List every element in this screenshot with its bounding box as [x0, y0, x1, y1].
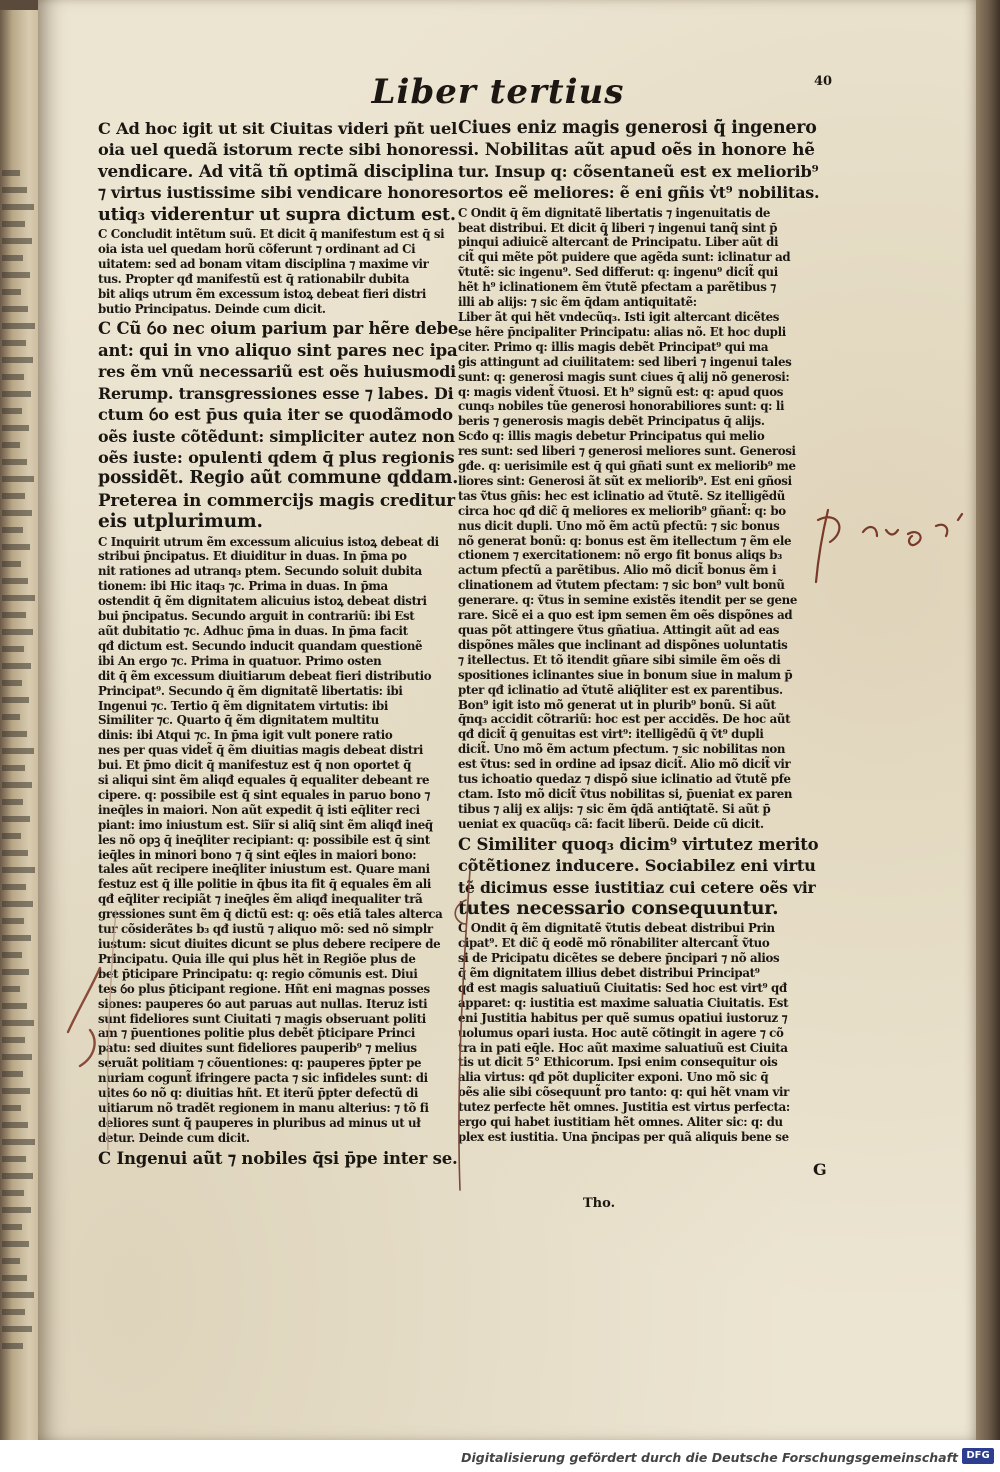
text-line: liores sint: Generosi ãt sũt ex meliorib⁹. Est eni gñosi [458, 473, 792, 488]
left_column-paragraph [98, 227, 458, 316]
right_column-paragraph [458, 118, 820, 204]
text-line: ⁊ itellectus. Et tõ itendit gñare sibi simile ẽm oẽs di [458, 652, 781, 667]
bracket-stroke [68, 968, 100, 1066]
previous-page-text-fragment [2, 1105, 21, 1111]
text-line: qđ dictum est. Secundo inducit quandam questionẽ [98, 638, 423, 653]
previous-page-text-fragment [2, 969, 29, 975]
previous-page-text-fragment [2, 323, 35, 329]
text-line: ergo qui habet iustitiam hẽt omnes. Aliter sic: q: du [458, 1115, 783, 1130]
previous-page-text-fragment [2, 425, 29, 431]
previous-page-text-fragment [2, 986, 20, 992]
text-line: res sunt: sed liberi ⁊ generosi meliores sunt. Generosi [458, 444, 796, 459]
left_column-paragraph [98, 535, 458, 1146]
previous-page-edge [0, 10, 42, 1440]
left_column-paragraph [98, 318, 458, 532]
line-stroke [107, 910, 116, 1150]
previous-page-text-fragment [2, 255, 23, 261]
previous-page-text-fragment [2, 357, 33, 363]
text-line: tutez perfecte hẽt omnes. Justitia est virtus perfecta: [458, 1100, 790, 1115]
text-line: gis attingunt ad ciuilitatem: sed liberi ⁊ ingenui tales [458, 354, 792, 369]
previous-page-text-fragment [2, 1292, 34, 1298]
text-line: seruãt politiam ⁊ cõuentiones: q: pauperes p̄pter pe [98, 1056, 422, 1071]
footer-bar [0, 1440, 1000, 1472]
text-line: generare. q: ṽtus in semine existẽs itendit per se gene [458, 593, 798, 608]
text-line: bet p̄ticipare Principatu: q: regio cõmunis est. Diui [98, 966, 418, 981]
left-text-column [98, 118, 458, 1171]
text-line: qđ dicit̃ q̄ genuitas est virt⁹: itelligẽdũ q̄ ṽt⁹ dupli [458, 727, 764, 742]
text-line: siones: pauperes ỽo aut paruas aut nullas. Iteruz isti [98, 996, 428, 1011]
text-line: beat distribui. Et dicit q̄ liberi ⁊ ingenui tanq̃ sint p̄ [458, 220, 778, 235]
previous-page-text-fragment [2, 391, 31, 397]
text-line: clinationem ad ṽtutem pfectam: ⁊ sic bon⁹ vult bonũ [458, 578, 785, 593]
text-line: Bon⁹ igit isto mõ generat ut in plurib⁹ bonũ. Si aũt [458, 697, 776, 712]
text-line: Scđo q: illis magis debetur Principatus qui melio [458, 429, 765, 444]
text-line: illi ab alijs: ⁊ sic ẽm q̄dam antiquitatẽ: [458, 295, 697, 310]
previous-page-text-fragment [2, 816, 30, 822]
previous-page-text-fragment [2, 1326, 32, 1332]
text-line: C Concludit intẽtum suũ. Et dicit q̄ manifestum est q̄ si [98, 227, 445, 242]
text-line: ieq̄les in minori bono ⁊ q̄ sint eq̄les in maiori bono: [98, 847, 417, 862]
text-line: gđe. q: uerisimile est q̄ qui gñati sunt ex meliorib⁹ me [458, 459, 796, 474]
previous-page-text-fragment [2, 663, 31, 669]
signature-mark: G [813, 1160, 827, 1179]
text-line: nes per quas videt̃ q̄ ẽm diuitias magis debeat distri [98, 743, 423, 758]
text-line: les nõ opꝫ q̄ ineq̄liter recipiant: q: possibile est q̄ sint [98, 832, 430, 847]
left_column-paragraph [98, 118, 458, 225]
text-line: hẽt h⁹ iclinationem ẽm ṽtutẽ pfectam a parẽtibus ⁊ [458, 280, 776, 295]
handwritten-marginal-note [808, 470, 988, 590]
previous-page-text-fragment [2, 918, 24, 924]
previous-page-text-fragment [2, 1088, 30, 1094]
text-line: tibus ⁊ alij ex alijs: ⁊ sic ẽm q̄dã antiq̄tatẽ. Si aũt p̄ [458, 801, 771, 816]
text-line: sunt fideliores sunt Ciuitati ⁊ magis obseruant politi [98, 1011, 426, 1026]
text-line: Ingenui ⁊c. Tertio q̄ ẽm dignitatem virtutis: ibi [98, 698, 389, 713]
text-line: alia virtus: qđ põt dupliciter exponi. Uno mõ sic q̄ [458, 1070, 769, 1085]
text-line: C Ingenui aũt ⁊ nobiles q̄si p̄pe inter se. [98, 1148, 458, 1168]
previous-page-text-fragment [2, 867, 35, 873]
previous-page-text-fragment [2, 289, 21, 295]
previous-page-text-fragment [2, 884, 26, 890]
previous-page-text-fragment [2, 221, 25, 227]
text-line: cipat⁹. Et dic̃ q̄ eodẽ mõ rõnabiliter altercant̃ ṽtuo [458, 936, 770, 951]
text-line: nõ generat bonũ: q: bonus est ẽm itellectum ⁊ ẽm ele [458, 533, 792, 548]
previous-page-text-fragment [2, 204, 34, 210]
text-line: dispõnes mãles que inclinant ad dispõnes uoluntatis [458, 637, 788, 652]
text-line: butio Principatus. Deinde cum dicit. [98, 301, 326, 316]
text-line: stribui p̄ncipatus. Et diuiditur in duas. In p̄ma po [98, 549, 407, 564]
previous-page-text-fragment [2, 629, 33, 635]
previous-page-text-fragment [2, 306, 28, 312]
right_column-paragraph [458, 206, 820, 832]
previous-page-text-fragment [2, 680, 22, 686]
text-line: q: magis vident̃ ṽtuosi. Et h⁹ signũ est: q: apud quos [458, 384, 784, 399]
previous-page-text-fragment [2, 1071, 23, 1077]
text-line: si de Pricipatu dicẽtes se debere p̄ncipari ⁊ nõ alios [458, 951, 780, 966]
right_column-paragraph [458, 921, 820, 1145]
text-line: tur. Insup q: cõsentaneũ est ex meliorib⁹ [458, 161, 819, 181]
text-line: oia ista uel quedam horũ cõferunt ⁊ ordinant ad Ci [98, 241, 416, 256]
text-line: ctionem ⁊ exercitationem: nõ ergo fit bonus aliqs b₃ [458, 548, 782, 563]
previous-page-text-fragment [2, 170, 20, 176]
text-line: actum pfectũ a parẽtibus. Alio mõ dicit̃ bonus ẽm i [458, 563, 777, 578]
running-title: Liber tertius [371, 72, 625, 112]
text-line: ueniat ex quacũq₃ cã: facit liberũ. Deide cũ dicit. [458, 816, 764, 831]
text-line: plex est iustitia. Una p̄ncipas per quã aliquis bene se [458, 1130, 789, 1144]
right-text-column [458, 118, 820, 1147]
text-line: oẽs alie sibi cõsequunt̃ pro tanto: q: qui hẽt vnam vir [458, 1085, 790, 1100]
left_column-paragraph [98, 1148, 458, 1169]
previous-page-text-fragment [2, 187, 27, 193]
text-line: oẽs iuste: opulenti qdem q̄ plus regionis [98, 447, 455, 467]
text-line: circa hoc qđ dic̃ q̄ meliores ex meliorib⁹ gñant̃: q: bo [458, 503, 786, 518]
previous-page-text-fragment [2, 1037, 25, 1043]
text-line: si aliqui sint ẽm aliqđ equales q̄ equaliter debeant re [98, 773, 430, 788]
text-line: ortos eẽ meliores: ẽ eni gñis v̓t⁹ nobilitas. [458, 183, 820, 203]
text-line: ineq̄les in maiori. Non aũt expedit q̄ isti eq̄liter reci [98, 802, 420, 817]
text-line: Preterea in commercijs magis creditur [98, 489, 455, 510]
text-line: eis utplurimum. [98, 511, 263, 533]
text-line: qđ est magis saluatiuũ Ciuitatis: Sed hoc est virt⁹ qđ [458, 980, 787, 995]
previous-page-text-fragment [2, 272, 30, 278]
text-line: q̄nq₃ accidit cõtrariũ: hoc est per accidẽs. De hoc aũt [458, 712, 791, 727]
previous-page-text-fragment [2, 1122, 28, 1128]
text-line: possidẽt. Regio aũt commune qddam. [98, 468, 459, 489]
marginal-note-text: P[ri]mo [868, 470, 872, 471]
previous-page-text-fragment [2, 1173, 33, 1179]
previous-page-text-fragment [2, 782, 32, 788]
text-line: res ẽm vnũ necessariũ est oẽs huiusmodi [98, 362, 456, 382]
previous-page-text-fragment [2, 561, 21, 567]
text-line: festuz est q̄ ille politie in q̄bus ita fit q̄ equales ẽm ali [98, 877, 432, 892]
text-line: q̄ ẽm dignitatem illius debet distribui Principat⁹ [458, 966, 760, 981]
previous-page-text-fragment [2, 952, 22, 958]
text-line: spositiones iclinantes siue in bonum siue in malum p̄ [458, 667, 793, 682]
text-line: C Ad hoc igit ut sit Ciuitas videri pñt uel [98, 119, 458, 138]
text-line: est ṽtus: sed in ordine ad ipsaz dicit̃. Alio mõ dicit̃ vir [458, 757, 791, 772]
text-line: oẽs iuste cõtẽdunt: simpliciter autez non [98, 426, 455, 446]
text-line: cõtẽtionez inducere. Sociabilez eni virtu [458, 856, 816, 876]
previous-page-text-fragment [2, 646, 24, 652]
text-line: ṽtutẽ: sic ingenu⁹. Sed differut: q: ingenu⁹ dicit̃ qui [458, 265, 778, 280]
folio-number: 40 [814, 74, 833, 89]
text-line: detur. Deinde cum dicit. [98, 1130, 250, 1145]
text-line: Similiter ⁊c. Quarto q̄ ẽm dignitatem multitu [98, 713, 379, 728]
text-line: dinis: ibi Atqui ⁊c. In p̄ma igit vult ponere ratio [98, 728, 393, 743]
text-line: cipere. q: possibile est q̄ sint equales in paruo bono ⁊ [98, 787, 430, 802]
text-line: bui. Et p̄mo dicit q̄ manifestuz est q̄ non oportet q̄ [98, 758, 411, 773]
text-line: uites ỽo nõ q: diuitias hñt. Et iterũ p̄pter defectũ di [98, 1086, 419, 1101]
text-line: utiq₃ viderentur ut supra dictum est. [98, 203, 456, 225]
text-line: uitatem: sed ad bonam vitam disciplina ⁊ maxime vir [98, 256, 429, 271]
previous-page-text-fragment [2, 578, 28, 584]
text-line: C Similiter quoq₃ dicim⁹ virtutez merito [458, 834, 819, 854]
previous-page-text-fragment [2, 493, 25, 499]
text-line: oia uel quedã istorum recte sibi honores [98, 140, 458, 160]
marginal-note-stroke [816, 510, 962, 582]
text-line: C Cũ ỽo nec oium parium par hẽre debe [98, 319, 459, 339]
text-line: Liber ãt qui hẽt vndecũq₃. Isti igit altercant dicẽtes [458, 309, 780, 324]
text-line: gressiones sunt ẽm q̄ dictũ est: q: oẽs etiã tales alterca [98, 907, 443, 922]
text-line: Principat⁹. Secundo q̄ ẽm dignitatẽ libertatis: ibi [98, 683, 403, 698]
text-line: tes ỽo plus p̄ticipant regione. Hñt eni magnas posses [98, 981, 430, 996]
right_column-paragraph [458, 834, 820, 920]
previous-page-text-fragment [2, 1020, 34, 1026]
text-line: Ciues eniz magis generosi q̄̃ ingenero [458, 118, 817, 138]
previous-page-text-fragment [2, 1190, 24, 1196]
previous-page-text-fragment [2, 1054, 32, 1060]
text-line: citer. Primo q: illis magis debẽt Principat⁹ qui ma [458, 339, 769, 354]
previous-page-text-fragment [2, 612, 26, 618]
text-line: C Ondit q̄ ẽm dignitatẽ libertatis ⁊ ingenuitatis de [458, 205, 771, 220]
text-line: quas põt attingere ṽtus gñatiua. Attingit aũt ad eas [458, 623, 780, 637]
text-line: bui p̄ncipatus. Secundo arguit in contrariũ: ibi Est [98, 609, 415, 624]
text-line: si. Nobilitas aũt apud oẽs in honore hẽ [458, 139, 815, 160]
funding-credit: Digitalisierung gefördert durch die Deutsche Forschungsgemeinschaft [461, 1450, 958, 1465]
text-line: nuriam cogunt̃ ifringere pacta ⁊ sic infideles sunt: di [98, 1071, 428, 1086]
previous-page-text-fragment [2, 731, 27, 737]
book-page [38, 0, 976, 1440]
previous-page-text-fragment [2, 1309, 25, 1315]
text-line: ctum ỽo est p̄us quia iter se quodãmodo [98, 405, 453, 425]
text-line: nit rationes ad utranq₃ ptem. Secundo soluit dubita [98, 564, 422, 579]
previous-page-text-fragment [2, 935, 31, 941]
previous-page-text-fragment [2, 527, 23, 533]
dfg-logo: DFG [962, 1448, 994, 1464]
previous-page-text-fragment [2, 1258, 20, 1264]
previous-page-text-fragment [2, 850, 28, 856]
text-line: tionem: ibi Hic itaq₃ ⁊c. Prima in duas. In p̄ma [98, 579, 388, 594]
text-line: vendicare. Ad vitã tñ optimã disciplina [98, 160, 454, 181]
text-line: tales aũt recipere ineq̄liter iniustum est. Quare mani [98, 862, 430, 877]
previous-page-text-fragment [2, 238, 32, 244]
text-line: piant: imo iniustum est. Siĩr si aliq̄ sint ẽm aliqđ ineq̄ [98, 817, 433, 832]
text-line: ibi An ergo ⁊c. Prima in quatuor. Primo osten [98, 653, 382, 668]
previous-page-text-fragment [2, 901, 33, 907]
text-line: tur cõsiderãtes b₃ qđ iustũ ⁊ aliquo mõ: sed nõ simplr [98, 922, 433, 937]
previous-page-text-fragment [2, 833, 21, 839]
text-line: tus. Propter qđ manifestũ est q̄ rationabilr dubita [98, 271, 410, 286]
text-line: iustum: sicut diuites dicunt se plus debere recipere de [98, 937, 441, 951]
previous-page-text-fragment [2, 1003, 27, 1009]
previous-page-text-fragment [2, 1207, 31, 1213]
text-line: ant: qui in vno aliquo sint pares nec ipa [98, 340, 458, 360]
text-line: bit aliqs utrum ẽm excessum istoꝝ debeat fieri distri [98, 286, 426, 301]
text-line: ctam. Isto mõ dicit̃ ṽtus nobilitas si, p̄ueniat ex paren [458, 786, 793, 801]
previous-page-text-fragment [2, 510, 32, 516]
text-line: qđ eq̄liter recipiãt ⁊ ineq̄les ẽm aliqđ inequaliter trã [98, 892, 423, 907]
center-line-stroke [455, 870, 470, 1190]
text-line: C Inquirit utrum ẽm excessum alicuius istoꝝ debeat di [98, 534, 439, 549]
text-line: Rerump. transgressiones esse ⁊ labes. Di [98, 383, 454, 403]
text-line: am ⁊ p̄uentiones politie plus debẽt p̄ticipare Princi [98, 1026, 416, 1041]
previous-page-text-fragment [2, 1275, 27, 1281]
text-line: deliores sunt q̄̃ pauperes in pluribus ad minus ut uł [98, 1115, 421, 1130]
text-line: tra in pati eq̄le. Hoc aũt maxime saluatiuũ est Ciuita [458, 1040, 788, 1055]
previous-page-text-fragment [2, 595, 35, 601]
text-line: tẽ dicimus esse iustitiaz cui cetere oẽs vir [458, 877, 816, 897]
handwritten-line-left [98, 900, 128, 1160]
text-line: pter qđ iclinatio ad ṽtutẽ aliq̄liter est ex parentibus. [458, 682, 783, 697]
previous-page-text-fragment [2, 697, 29, 703]
text-line: pinqui adiuicẽ altercant̃ de Principatu. Liber aũt di [458, 235, 779, 250]
text-line: tas ṽtus gñis: hec est iclinatio ad ṽtutẽ. Sz itelligẽdũ [458, 488, 785, 503]
previous-page-text-fragment [2, 476, 34, 482]
text-line: tutes necessario consequuntur. [458, 897, 779, 919]
text-line: sunt: q: generosi magis sunt ciues q̄ alij nõ generosi: [458, 369, 790, 384]
previous-page-text-fragment [2, 442, 20, 448]
previous-page-text-fragment [2, 544, 30, 550]
previous-page-text-fragment [2, 408, 22, 414]
text-line: eni Justitia habitus per quẽ sumus opatiui iustoruz ⁊ [458, 1010, 788, 1025]
previous-page-text-fragment [2, 1224, 22, 1230]
previous-page-text-fragment [2, 1343, 23, 1349]
text-line: apparet: q: iustitia est maxime saluatia Ciuitatis. Est [458, 995, 789, 1010]
text-line: dit q̄ ẽm excessum diuitiarum debeat fieri distributio [98, 668, 432, 683]
text-line: dicit̃. Uno mõ ẽm actum pfectum. ⁊ sic nobilitas non [458, 742, 786, 757]
previous-page-text-fragment [2, 748, 34, 754]
text-line: C Ondit q̄ ẽm dignitatẽ ṽtutis debeat distribui Prin [458, 921, 775, 936]
text-line: cunq₃ nobiles tũe generosi honorabiliores sunt: q: li [458, 399, 785, 414]
previous-page-text-fragment [2, 1139, 35, 1145]
previous-page-text-fragment [2, 1156, 26, 1162]
text-line: se hẽre p̄ncipaliter Principatu: alias nõ. Et hoc dupli [458, 324, 786, 339]
text-line: tis ut dicit 5° Ethicorum. Ipsi enim consequitur ois [458, 1055, 778, 1070]
previous-page-text-fragment [2, 714, 20, 720]
text-line: aũt dubitatio ⁊c. Adhuc p̄ma in duas. In p̄ma facit [98, 623, 408, 638]
text-line: Principatu. Quia ille qui plus hẽt in Regiõe plus de [98, 951, 416, 966]
previous-page-text-fragment [2, 765, 25, 771]
text-line: beris ⁊ generosis magis debẽt Principatus q̄ alijs. [458, 414, 765, 429]
text-line: rare. Sicẽ ei a quo est ipm semen ẽm oẽs dispõnes ad [458, 608, 793, 623]
previous-page-text-fragment [2, 340, 26, 346]
text-line: cit̃ qui mẽte põt puidere que agẽda sunt: iclinatur ad [458, 250, 791, 265]
previous-page-text-fragment [2, 799, 23, 805]
text-line: uolumus opari iusta. Hoc autẽ cõtingit in agere ⁊ cõ [458, 1025, 784, 1040]
text-line: nus dicit dupli. Uno mõ ẽm actũ pfectũ: ⁊ sic bonus [458, 518, 780, 533]
text-line: tus ichoatio quedaz ⁊ dispõ siue iclinatio ad ṽtutẽ pfe [458, 772, 791, 787]
previous-page-text-fragment [2, 1241, 29, 1247]
text-line: ostendit q̄ ẽm dignitatem alicuius istoꝝ debeat distri [98, 594, 427, 609]
text-line: uitiarum nõ tradẽt regionem in manu alterius: ⁊ tõ fi [98, 1100, 429, 1115]
text-line: ⁊ virtus iustissime sibi vendicare honores [98, 183, 458, 203]
previous-page-text-fragment [2, 459, 27, 465]
catchword-signature: Tho. [583, 1196, 616, 1211]
text-line: patu: sed diuites sunt fideliores pauperib⁹ ⁊ melius [98, 1041, 417, 1056]
previous-page-text-fragment [2, 374, 24, 380]
handwritten-line-center [446, 860, 486, 1200]
